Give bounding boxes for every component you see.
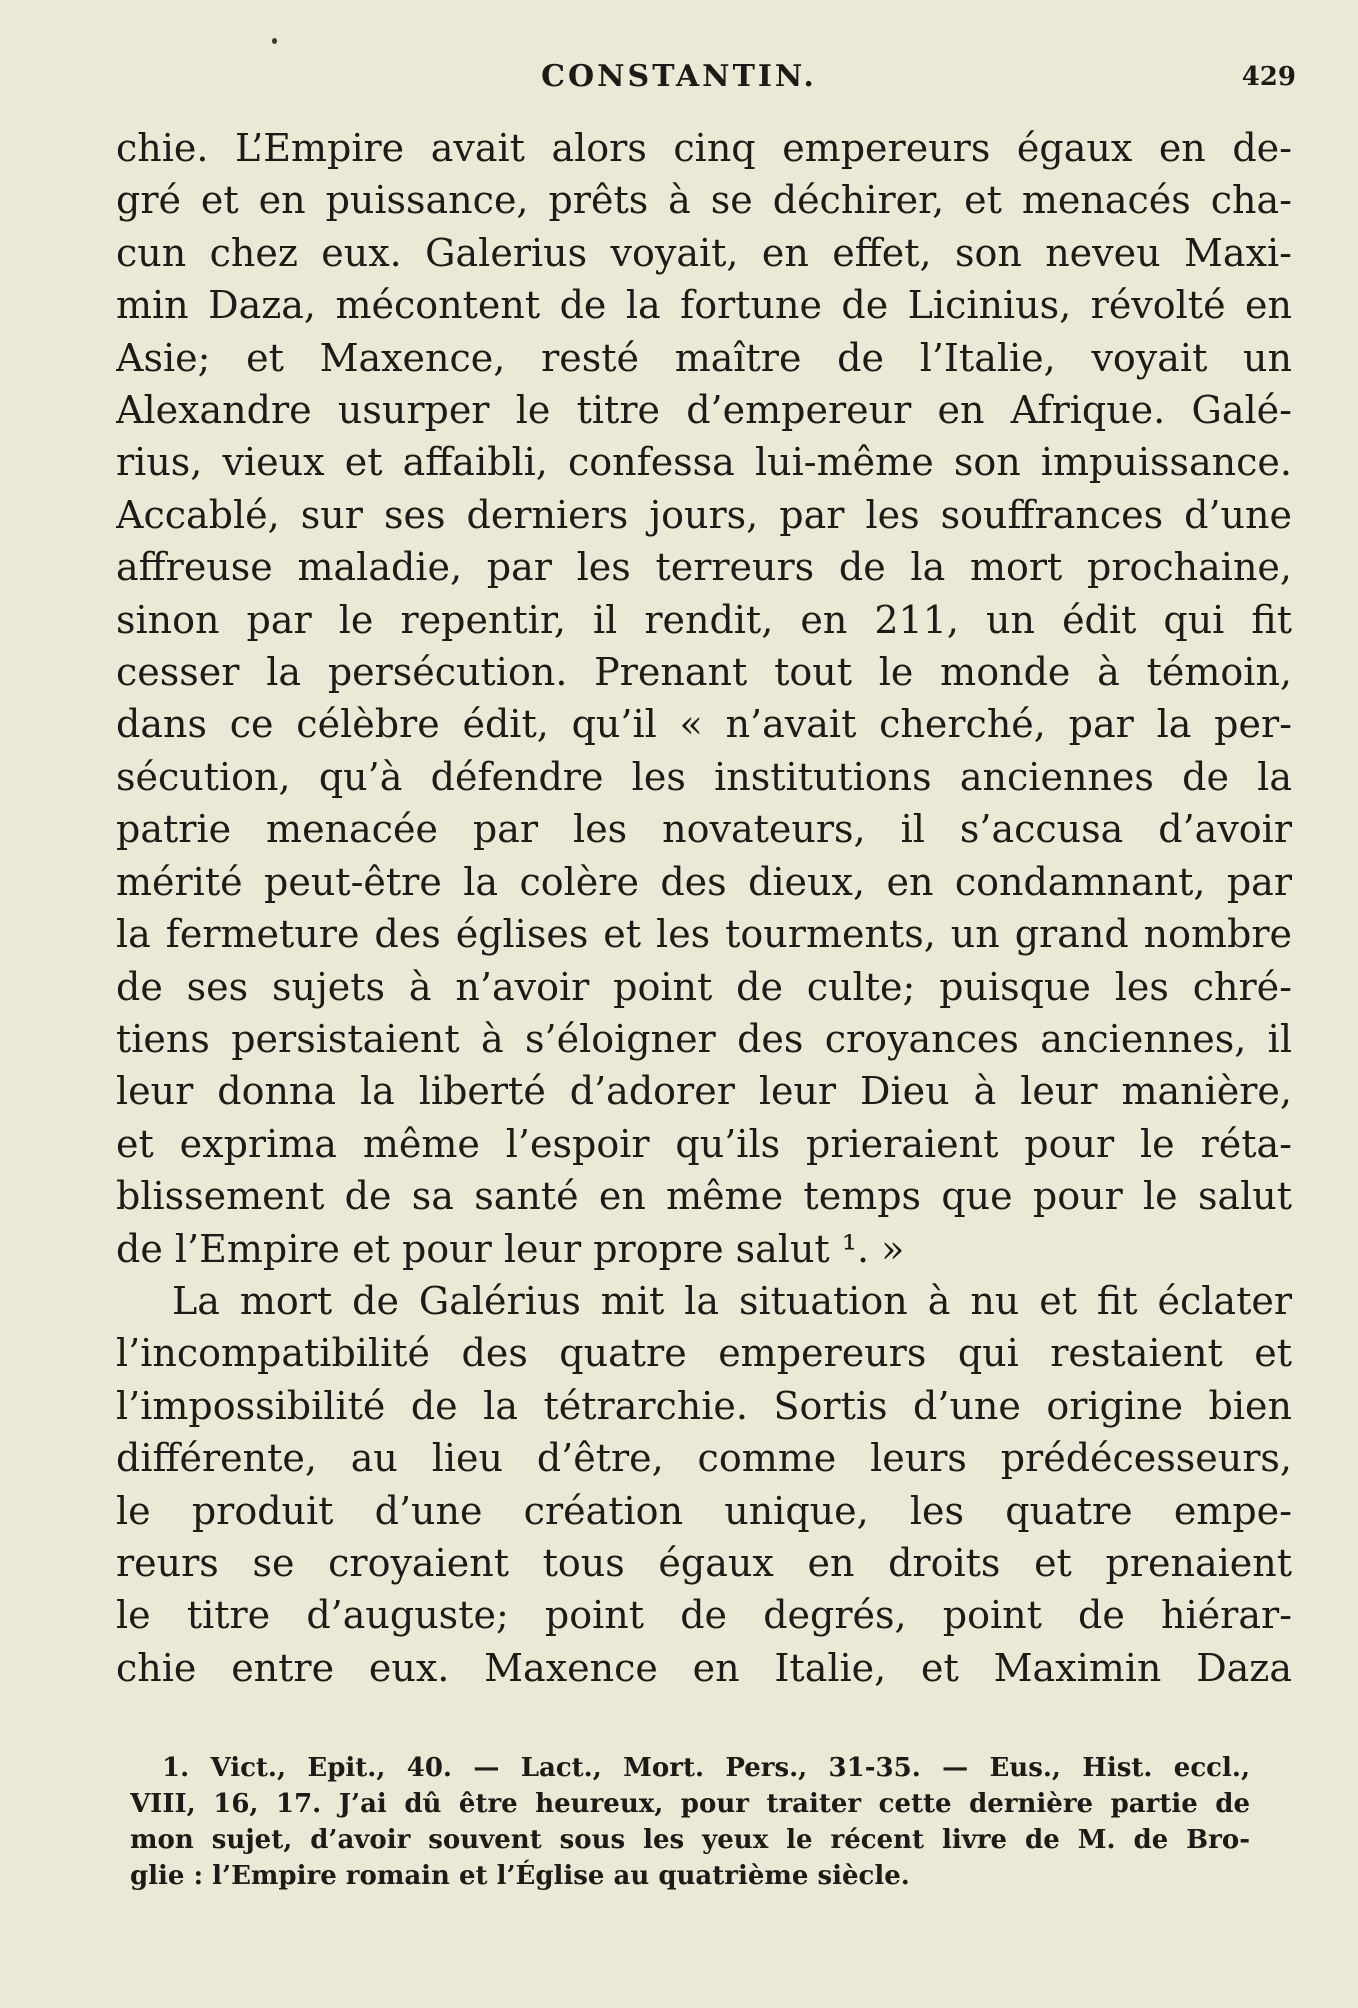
footnote-line: glie : l’Empire romain et l’Église au quatrième siècle. bbox=[130, 1861, 910, 1891]
text-line: de ses sujets à n’avoir point de culte; puisque les chré- bbox=[116, 964, 1292, 1009]
body-text bbox=[116, 122, 1292, 1694]
text-line: dans ce célèbre édit, qu’il « n’avait cherché, par la per- bbox=[116, 702, 1292, 747]
ink-speck bbox=[272, 38, 277, 44]
text-line: chie. L’Empire avait alors cinq empereurs égaux en de- bbox=[116, 126, 1292, 170]
running-title: CONSTANTIN. bbox=[541, 59, 817, 94]
text-line: sinon par le repentir, il rendit, en 211, un édit qui fit bbox=[116, 597, 1292, 642]
text-line: et exprima même l’espoir qu’ils prieraient pour le réta- bbox=[116, 1121, 1292, 1166]
text-line: cun chez eux. Galerius voyait, en effet, son neveu Maxi- bbox=[116, 230, 1292, 275]
text-line: cesser la persécution. Prenant tout le monde à témoin, bbox=[116, 650, 1292, 695]
text-line: mérité peut-être la colère des dieux, en condamnant, par bbox=[116, 859, 1292, 904]
text-line: l’incompatibilité des quatre empereurs qui restaient et bbox=[116, 1331, 1292, 1376]
text-line: sécution, qu’à défendre les institutions anciennes de la bbox=[116, 754, 1292, 799]
text-line: blissement de sa santé en même temps que pour le salut bbox=[116, 1174, 1292, 1219]
text-line: l’impossibilité de la tétrarchie. Sortis d’une origine bien bbox=[116, 1383, 1292, 1428]
paragraph-start-line: La mort de Galérius mit la situation à nu et fit éclater bbox=[172, 1278, 1292, 1323]
footnote-line: VIII, 16, 17. J’ai dû être heureux, pour traiter cette dernière partie de bbox=[130, 1789, 1250, 1819]
text-line: reurs se croyaient tous égaux en droits et prenaient bbox=[116, 1540, 1292, 1585]
footnote-line: 1. Vict., Epit., 40. — Lact., Mort. Pers., 31-35. — Eus., Hist. eccl., bbox=[162, 1753, 1250, 1783]
text-line: leur donna la liberté d’adorer leur Dieu à leur manière, bbox=[116, 1069, 1292, 1114]
text-line: Alexandre usurper le titre d’empereur en Afrique. Galé- bbox=[116, 388, 1292, 433]
text-line: Asie; et Maxence, resté maître de l’Italie, voyait un bbox=[116, 335, 1292, 380]
running-head bbox=[0, 52, 1358, 102]
text-line: gré et en puissance, prêts à se déchirer, et menacés cha- bbox=[116, 178, 1292, 223]
text-line: chie entre eux. Maxence en Italie, et Maximin Daza bbox=[116, 1645, 1292, 1690]
text-line: rius, vieux et affaibli, confessa lui-même son impuissance. bbox=[116, 440, 1292, 485]
page-number: 429 bbox=[1241, 62, 1296, 92]
text-line: la fermeture des églises et les tourments, un grand nombre bbox=[116, 912, 1292, 957]
footnote-line: mon sujet, d’avoir souvent sous les yeux le récent livre de M. de Bro- bbox=[130, 1825, 1250, 1855]
text-line: différente, au lieu d’être, comme leurs prédécesseurs, bbox=[116, 1436, 1292, 1481]
text-line: le titre d’auguste; point de degrés, point de hiérar- bbox=[116, 1593, 1292, 1638]
text-line: tiens persistaient à s’éloigner des croyances anciennes, il bbox=[116, 1016, 1292, 1061]
text-line: min Daza, mécontent de la fortune de Licinius, révolté en bbox=[116, 283, 1292, 328]
text-line: Accablé, sur ses derniers jours, par les souffrances d’une bbox=[116, 492, 1292, 537]
text-line: le produit d’une création unique, les quatre empe- bbox=[116, 1488, 1292, 1533]
text-line: affreuse maladie, par les terreurs de la mort prochaine, bbox=[116, 545, 1292, 590]
paragraph-end-line: de l’Empire et pour leur propre salut ¹. » bbox=[116, 1226, 905, 1271]
footnotes bbox=[130, 1750, 1250, 1894]
text-line: patrie menacée par les novateurs, il s’accusa d’avoir bbox=[116, 807, 1292, 852]
